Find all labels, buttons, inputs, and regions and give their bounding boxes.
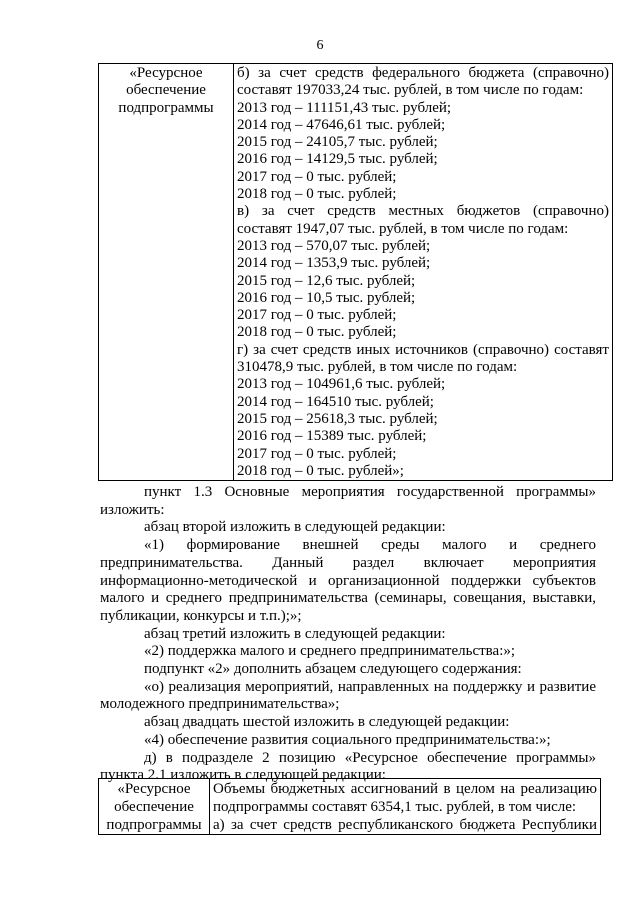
cell-text-line: 2014 год – 47646,61 тыс. рублей; [237, 116, 446, 133]
cell-text-line: 2016 год – 14129,5 тыс. рублей; [237, 151, 438, 168]
paragraph-line: «2) поддержка малого и среднего предпринимательства:»; [144, 643, 516, 660]
paragraph-line: публикации, конкурсы и т.п.);»; [100, 607, 302, 624]
cell-text-line: 2015 год – 24105,7 тыс. рублей; [237, 134, 438, 151]
cell-label-line: подпрограммы [106, 817, 202, 833]
table-top-left-cell [99, 64, 234, 481]
cell-text-line: б) за счет средств федерального бюджета (справочно) [237, 65, 609, 81]
paragraph-line: «1) формирование внешней среды малого и среднего [144, 537, 596, 554]
paragraph-line: изложить: [100, 501, 165, 518]
resource-table-top [98, 63, 613, 481]
paragraph-line: подпункт «2» дополнить абзацем следующего содержания: [144, 661, 522, 678]
cell-text-line: составят 1947,07 тыс. рублей, в том числе по годам: [237, 220, 569, 237]
table-bottom-left-cell [99, 779, 210, 835]
paragraph-line: пункта 2.1 изложить в следующей редакции: [100, 767, 386, 784]
cell-text-line: 2014 год – 164510 тыс. рублей; [237, 393, 434, 410]
cell-text-line: г) за счет средств иных источников (справочно) составят [237, 341, 609, 358]
cell-text-line: 2016 год – 15389 тыс. рублей; [237, 428, 427, 445]
cell-text-line: 2017 год – 0 тыс. рублей; [237, 445, 397, 462]
cell-label-line: обеспечение [114, 799, 194, 815]
cell-text-line: 2016 год – 10,5 тыс. рублей; [237, 289, 416, 306]
cell-text-line: составят 197033,24 тыс. рублей, в том числе по годам: [237, 82, 584, 99]
paragraph-line: предпринимательства. Данный раздел включает мероприятия [100, 554, 596, 571]
page-number: 6 [316, 38, 324, 53]
cell-text-line: а) за счет средств республиканского бюджета Республики [213, 817, 597, 833]
cell-label-line: обеспечение [126, 82, 206, 99]
paragraph-line: молодежного предпринимательства»; [100, 696, 340, 713]
paragraph-line: д) в подразделе 2 позицию «Ресурсное обеспечение программы» [144, 749, 596, 766]
paragraph-line: абзац двадцать шестой изложить в следующей редакции: [144, 714, 510, 731]
cell-text-line: 2018 год – 0 тыс. рублей; [237, 186, 397, 203]
paragraph-line: «о) реализация мероприятий, направленных на поддержку и развитие [144, 678, 596, 695]
cell-label-line: «Ресурсное [129, 65, 203, 81]
resource-table-bottom [98, 778, 601, 835]
paragraph-line: абзац второй изложить в следующей редакции: [144, 519, 446, 536]
cell-text-line: 2015 год – 12,6 тыс. рублей; [237, 272, 416, 289]
cell-text-line: подпрограммы составят 6354,1 тыс. рублей, в том числе: [213, 799, 577, 815]
cell-text-line: в) за счет средств местных бюджетов (справочно) [237, 203, 609, 220]
paragraph-line: пункт 1.3 Основные мероприятия государственной программы» [144, 484, 596, 500]
table-bottom-right-cell [210, 779, 601, 835]
cell-text-line: 2017 год – 0 тыс. рублей; [237, 307, 397, 324]
cell-text-line: 2013 год – 104961,6 тыс. рублей; [237, 376, 446, 393]
cell-label-line: «Ресурсное [117, 781, 191, 797]
paragraph-line: информационно-методической и организационной поддержки субъектов [100, 572, 596, 589]
table-top-right-cell [234, 64, 613, 481]
cell-text-line: 2018 год – 0 тыс. рублей; [237, 324, 397, 341]
cell-text-line: 2017 год – 0 тыс. рублей; [237, 168, 397, 185]
cell-label-line: подпрограммы [118, 99, 214, 116]
cell-text-line: 2013 год – 111151,43 тыс. рублей; [237, 99, 452, 116]
cell-text-line: 2018 год – 0 тыс. рублей»; [237, 462, 404, 479]
paragraph-line: абзац третий изложить в следующей редакции: [144, 625, 446, 642]
paragraph-line: малого и среднего предпринимательства (семинары, совещания, выставки, [100, 590, 596, 607]
cell-text-line: 2013 год – 570,07 тыс. рублей; [237, 237, 431, 254]
cell-text-line: 2014 год – 1353,9 тыс. рублей; [237, 255, 431, 272]
paragraph-line: «4) обеспечение развития социального предпринимательства:»; [144, 731, 551, 748]
body-text [100, 484, 596, 785]
cell-text-line: Объемы бюджетных ассигнований в целом на реализацию [213, 781, 597, 797]
cell-text-line: 2015 год – 25618,3 тыс. рублей; [237, 410, 438, 427]
cell-text-line: 310478,9 тыс. рублей, в том числе по годам: [237, 359, 518, 376]
